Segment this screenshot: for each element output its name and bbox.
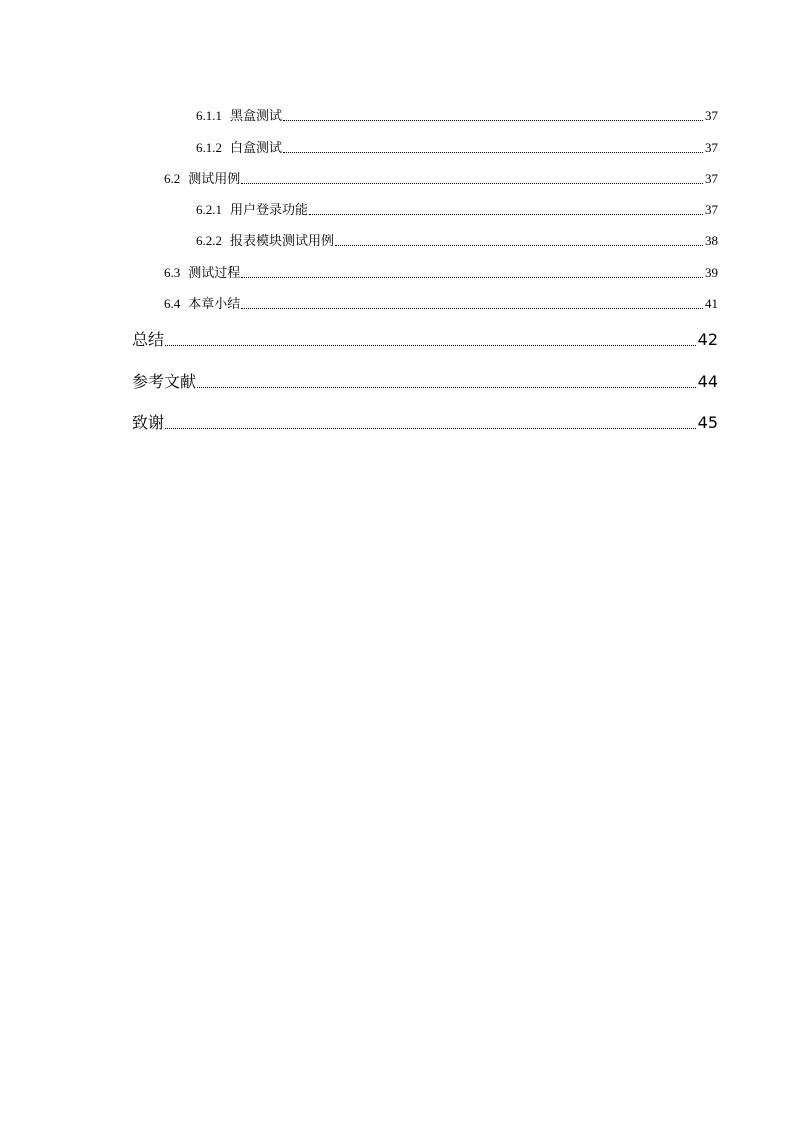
toc-entry-title: 用户登录功能 xyxy=(230,202,309,217)
toc-entry-references[interactable] xyxy=(132,369,718,392)
toc-entry-acknowledgements[interactable] xyxy=(132,410,718,433)
toc-entry-number: 6.1.2 xyxy=(196,140,222,155)
toc-entry-title: 黑盒测试 xyxy=(230,108,283,123)
toc-leader-dots xyxy=(197,386,696,388)
toc-entry-title: 参考文献 xyxy=(132,372,197,391)
toc-leader-dots xyxy=(283,151,703,153)
toc-entry-number: 6.2.2 xyxy=(196,233,222,248)
toc-entry-6-2[interactable] xyxy=(164,168,718,187)
toc-entry-summary[interactable] xyxy=(132,327,718,350)
toc-entry-6-2-2[interactable] xyxy=(196,230,718,249)
toc-entry-page: 37 xyxy=(705,140,718,155)
toc-entry-6-4[interactable] xyxy=(164,293,718,312)
toc-entry-title: 测试过程 xyxy=(188,265,241,280)
toc-leader-dots xyxy=(309,213,703,215)
toc-leader-dots xyxy=(241,276,703,278)
toc-entry-page: 38 xyxy=(705,233,718,248)
toc-entry-title: 报表模块测试用例 xyxy=(230,233,335,248)
toc-entry-page: 37 xyxy=(705,202,718,217)
toc-entry-number: 6.2.1 xyxy=(196,202,222,217)
toc-entry-number: 6.3 xyxy=(164,265,181,280)
toc-leader-dots xyxy=(283,119,703,121)
toc-entry-title: 测试用例 xyxy=(188,171,241,186)
toc-entry-6-1-1[interactable] xyxy=(196,105,718,124)
toc-entry-title: 白盒测试 xyxy=(230,140,283,155)
toc-entry-title: 总结 xyxy=(132,330,165,349)
toc-entry-number: 6.1.1 xyxy=(196,108,222,123)
toc-entry-page: 45 xyxy=(697,413,718,432)
toc-entry-title: 本章小结 xyxy=(188,296,241,311)
toc-leader-dots xyxy=(241,307,703,309)
toc-entry-page: 44 xyxy=(697,372,718,391)
toc-entry-title: 致谢 xyxy=(132,413,165,432)
toc-entry-page: 41 xyxy=(705,296,718,311)
toc-entry-number: 6.4 xyxy=(164,296,181,311)
toc-entry-page: 37 xyxy=(705,171,718,186)
toc-entry-number: 6.2 xyxy=(164,171,181,186)
toc-entry-page: 39 xyxy=(705,265,718,280)
toc-leader-dots xyxy=(165,427,696,429)
toc-entry-6-2-1[interactable] xyxy=(196,199,718,218)
toc-entry-6-1-2[interactable] xyxy=(196,137,718,156)
toc-leader-dots xyxy=(241,182,703,184)
toc-entry-page: 42 xyxy=(697,330,718,349)
toc-entry-6-3[interactable] xyxy=(164,262,718,281)
toc-entry-page: 37 xyxy=(705,108,718,123)
toc-leader-dots xyxy=(165,344,696,346)
toc-leader-dots xyxy=(335,244,703,246)
